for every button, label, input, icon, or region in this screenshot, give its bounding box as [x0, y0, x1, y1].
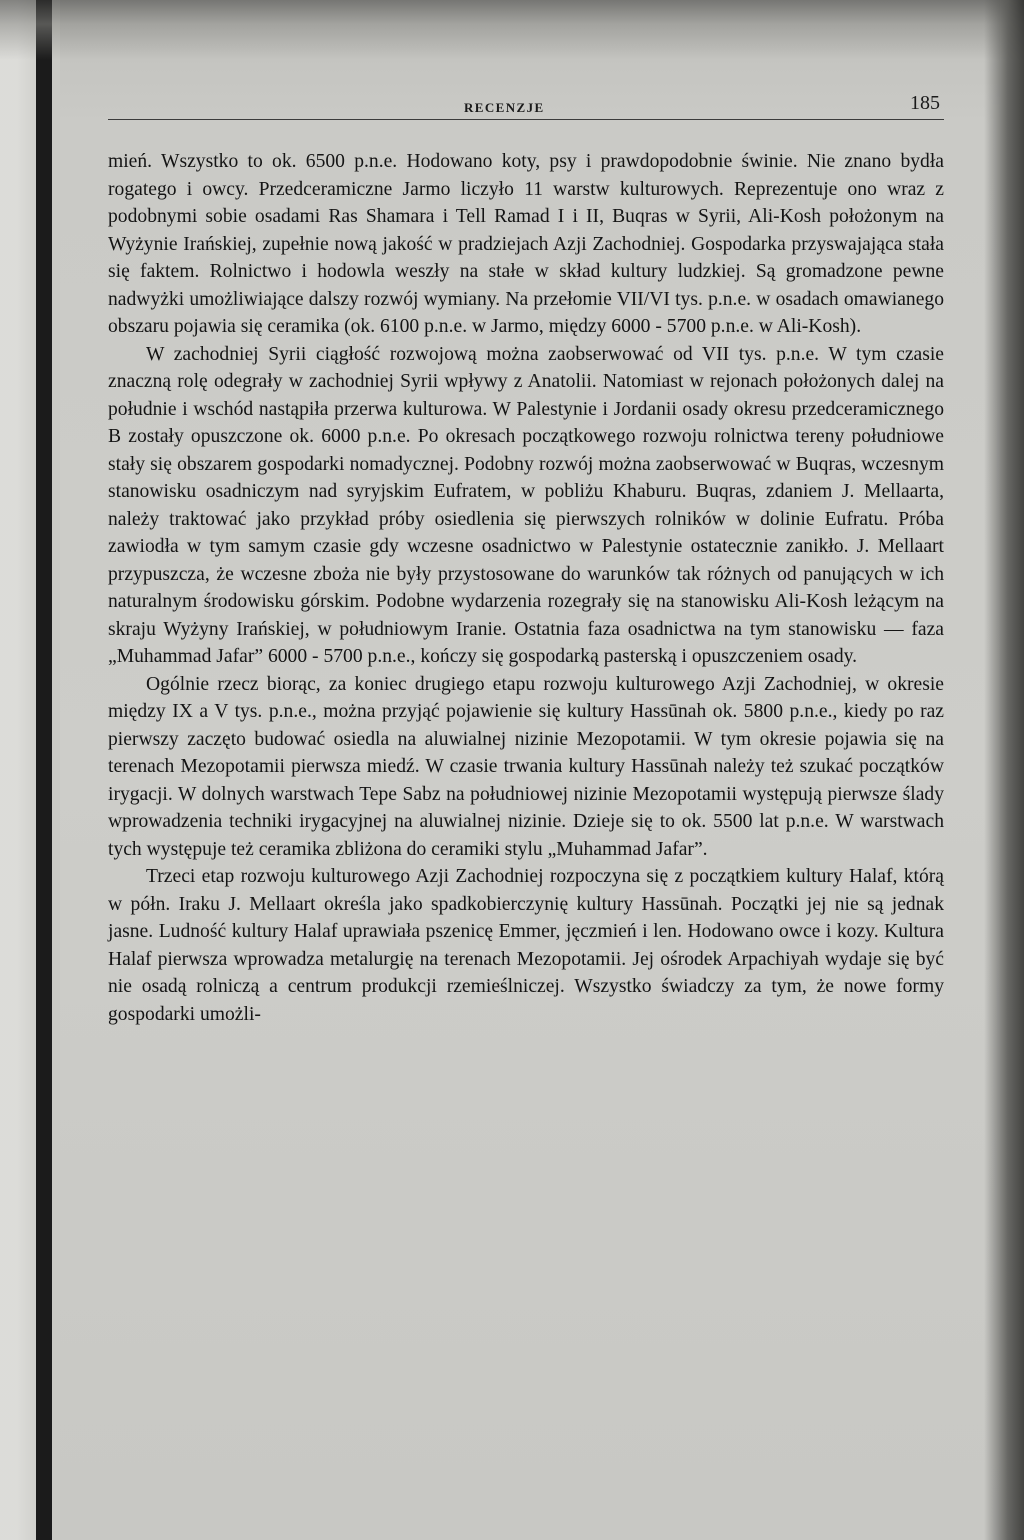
running-title: RECENZJE	[464, 100, 545, 115]
paragraph: W zachodniej Syrii ciągłość rozwojową można zaobserwować od VII tys. p.n.e. W tym czasie znaczną rolę odegrały w zachodniej Syrii wpływy z Anatolii. Natomiast w rejonach położonych dalej na południe i wschód nastąpiła przerwa kulturowa. W Palestynie i Jordanii osady okresu przedceramicznego B zostały opuszczone ok. 6000 p.n.e. Po okresach początkowego rozwoju rolnictwa tereny południowe stały się obszarem gospodarki nomadycznej. Podobny rozwój można zaobserwować w Buqras, wczesnym stanowisku osadniczym nad syryjskim Eufratem, w pobliżu Khaburu. Buqras, zdaniem J. Mellaarta, należy traktować jako przykład próby osiedlenia się pierwszych rolników w dolinie Eufratu. Próba zawiodła w tym samym czasie gdy wczesne osadnictwo w Palestynie ostatecznie zanikło. J. Mellaart przypuszcza, że wczesne zboża nie były przystosowane do warunków tak różnych od panujących w ich naturalnym środowisku górskim. Podobne wydarzenia rozegrały się na stanowisku Ali-Kosh leżącym na skraju Wyżyny Irańskiej, w południowym Iranie. Ostatnia faza osadnictwa na tym stanowisku — faza „Muhammad Jafar” 6000 - 5700 p.n.e., kończy się gospodarką pasterską i opuszczeniem osady.	[108, 343, 944, 667]
body-text	[108, 148, 944, 1028]
paragraph: mień. Wszystko to ok. 6500 p.n.e. Hodowano koty, psy i prawdopodobnie świnie. Nie znano bydła rogatego i owcy. Przedceramiczne Jarmo liczyło 11 warstw kulturowych. Reprezentuje ono wraz z podobnymi sobie osadami Ras Shamara i Tell Ramad I i II, Buqras w Syrii, Ali-Kosh położonym na Wyżynie Irańskiej, zupełnie nową jakość w pradziejach Azji Zachodniej. Gospodarka przyswajająca stała się faktem. Rolnictwo i hodowla weszły na stałe w skład kultury ludzkiej. Są gromadzone pewne nadwyżki umożliwiające dalszy rozwój wymiany. Na przełomie VII/VI tys. p.n.e. w osadach omawianego obszaru pojawia się ceramika (ok. 6100 p.n.e. w Jarmo, między 6000 - 5700 p.n.e. w Ali-Kosh).	[108, 151, 944, 337]
running-head	[108, 92, 946, 118]
paragraph: Ogólnie rzecz biorąc, za koniec drugiego etapu rozwoju kulturowego Azji Zachodniej, w okresie między IX a V tys. p.n.e., można przyjąć pojawienie się kultury Hassūnah ok. 5800 p.n.e., kiedy po raz pierwszy zaczęto budować osiedla na aluwialnej nizinie Mezopotamii. W tym okresie pojawia się na terenach Mezopotamii pierwsza miedź. W czasie trwania kultury Hassūnah należy też szukać początków irygacji. W dolnych warstwach Tepe Sabz na południowej nizinie Mezopotamii występują pierwsze ślady wprowadzenia techniki irygacyjnej na aluwialnej nizinie. Dzieje się to ok. 5500 lat p.n.e. W warstwach tych występuje też ceramika zbliżona do ceramiki stylu „Muhammad Jafar”.	[108, 673, 944, 860]
scan-shadow-top	[0, 0, 1024, 60]
header-rule	[108, 119, 944, 120]
scan-shadow-right	[984, 0, 1024, 1540]
paragraph: Trzeci etap rozwoju kulturowego Azji Zachodniej rozpoczyna się z początkiem kultury Halaf, którą w półn. Iraku J. Mellaart określa jako spadkobierczynię kultury Hassūnah. Początki jej nie są jednak jasne. Ludność kultury Halaf uprawiała pszenicę Emmer, jęczmień i len. Hodowano owce i kozy. Kultura Halaf pierwsza wprowadza metalurgię na terenach Mezopotamii. Jej ośrodek Arpachiyah wydaje się być nie osadą rolniczą a centrum produkcji rzemieślniczej. Wszystko świadczy za tym, że nowe formy gospodarki umożli-	[108, 866, 944, 1025]
page-number: 185	[910, 92, 940, 114]
book-binding-edge	[36, 0, 52, 1540]
